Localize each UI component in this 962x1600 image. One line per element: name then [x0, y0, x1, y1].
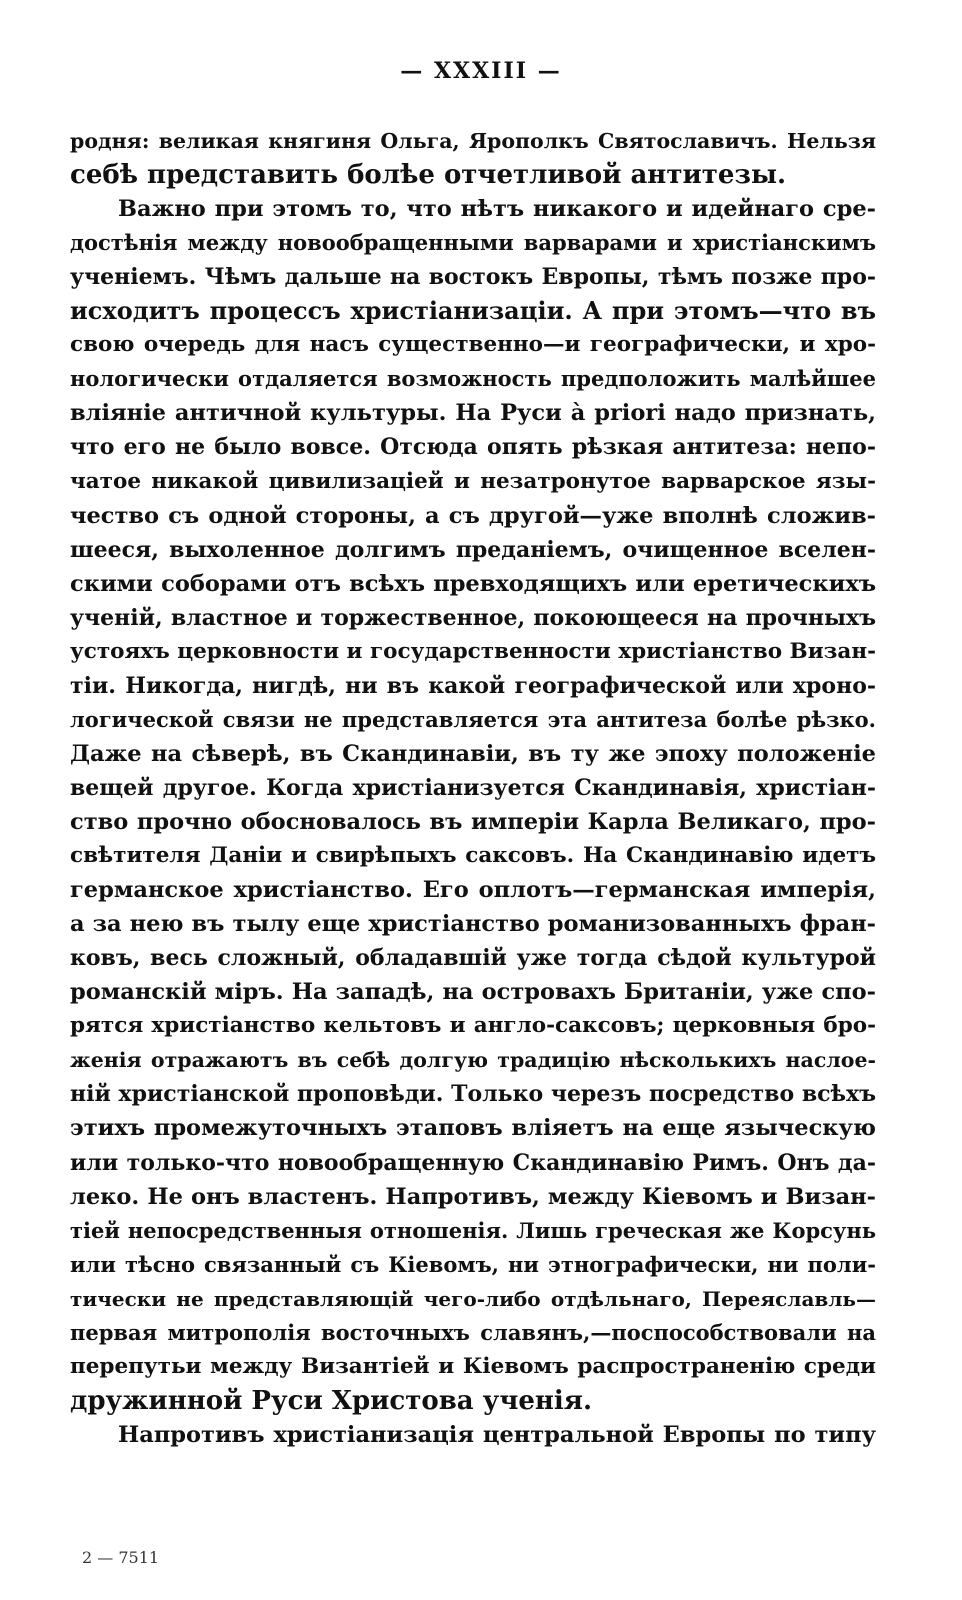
text-line: логической связи не представляется эта антитеза болѣе рѣзко. [70, 707, 876, 732]
text-line: вліяніе античной культуры. На Руси à priori надо признать, [70, 400, 876, 426]
text-line: достѣнія между новообращенными варварами и христіанскимъ [70, 230, 876, 255]
text-line: женія отражаютъ въ себѣ долгую традицію нѣсколькихъ наслое- [70, 1048, 876, 1072]
text-line: тіей непосредственныя отношенія. Лишь греческая же Корсунь [70, 1218, 876, 1243]
text-line: вещей другое. Когда христіанизуется Скандинавія, христіан- [70, 775, 876, 801]
text-line: исходитъ процессъ христіанизаціи. А при этомъ—что въ [70, 296, 876, 325]
text-line: шееся, выхоленное долгимъ преданіемъ, очищенное вселен- [70, 537, 876, 563]
text-line: тіи. Никогда, нигдѣ, ни въ какой географической или хроно- [70, 673, 876, 699]
text-line: рятся христіанство кельтовъ и англо-саксовъ; церковныя бро- [70, 1013, 876, 1038]
text-line: скими соборами отъ всѣхъ превходящихъ или еретическихъ [70, 571, 876, 597]
text-line: тически не представляющій чего-либо отдѣльнаго, Переяславль— [70, 1287, 876, 1311]
text-line: первая митрополія восточныхъ славянъ,—поспособствовали на [70, 1320, 876, 1345]
text-line: нологически отдаляется возможность предположить малѣйшее [70, 366, 876, 391]
signature-mark: 2 — 7511 [82, 1548, 160, 1567]
text-line: чатое никакой цивилизаціей и незатронутое варварское язы- [70, 469, 876, 494]
text-line: чество съ одной стороны, а съ другой—уже вполнѣ сложив- [70, 503, 876, 529]
text-line: романскій міръ. На западѣ, на островахъ Британіи, уже спо- [70, 979, 876, 1005]
page-number-header: — XXXIII — [400, 58, 562, 84]
text-line: или только-что новообращенную Скандинавію Римъ. Онъ да- [70, 1150, 876, 1176]
text-line: Напротивъ христіанизація центральной Европы по типу [118, 1422, 876, 1448]
text-line: перепутьи между Византіей и Кіевомъ распространенію среди [70, 1354, 876, 1379]
text-line: устояхъ церковности и государственности христіанство Визан- [70, 639, 876, 664]
text-line: германское христіанство. Его оплотъ—германская имперія, [70, 877, 876, 903]
text-line: ученіемъ. Чѣмъ дальше на востокъ Европы, тѣмъ позже про- [70, 264, 876, 290]
text-line: Даже на сѣверѣ, въ Скандинавіи, въ ту же эпоху положеніе [70, 741, 876, 767]
text-line: леко. Не онъ властенъ. Напротивъ, между Кіевомъ и Визан- [70, 1184, 876, 1210]
text-line: свою очередь для насъ существенно—и географически, и хро- [70, 332, 876, 357]
text-line: ученій, властное и торжественное, покоющееся на прочныхъ [70, 605, 876, 631]
text-line: ній христіанской проповѣди. Только черезъ посредство всѣхъ [70, 1081, 876, 1107]
text-line: Важно при этомъ то, что нѣтъ никакого и идейнаго сре- [118, 196, 876, 222]
text-line: ковъ, весь сложный, обладавшій уже тогда сѣдой культурой [70, 945, 876, 971]
text-line: дружинной Руси Христова ученія. [70, 1386, 593, 1416]
text-line: а за нею въ тылу еще христіанство романизованныхъ фран- [70, 911, 876, 937]
text-line: или тѣсно связанный съ Кіевомъ, ни этнографически, ни поли- [70, 1252, 876, 1277]
text-line: себѣ представить болѣе отчетливой антитезы. [70, 160, 787, 190]
text-line: свѣтителя Даніи и свирѣпыхъ саксовъ. На Скандинавію идетъ [70, 843, 876, 868]
text-line: ство прочно обосновалось въ имперіи Карла Великаго, про- [70, 809, 876, 835]
text-line: этихъ промежуточныхъ этаповъ вліяетъ на еще языческую [70, 1115, 876, 1141]
text-line: родня: великая княгиня Ольга, Ярополкъ Святославичъ. Нельзя [70, 129, 876, 153]
text-line: что его не было вовсе. Отсюда опять рѣзкая антитеза: непо- [70, 434, 876, 460]
